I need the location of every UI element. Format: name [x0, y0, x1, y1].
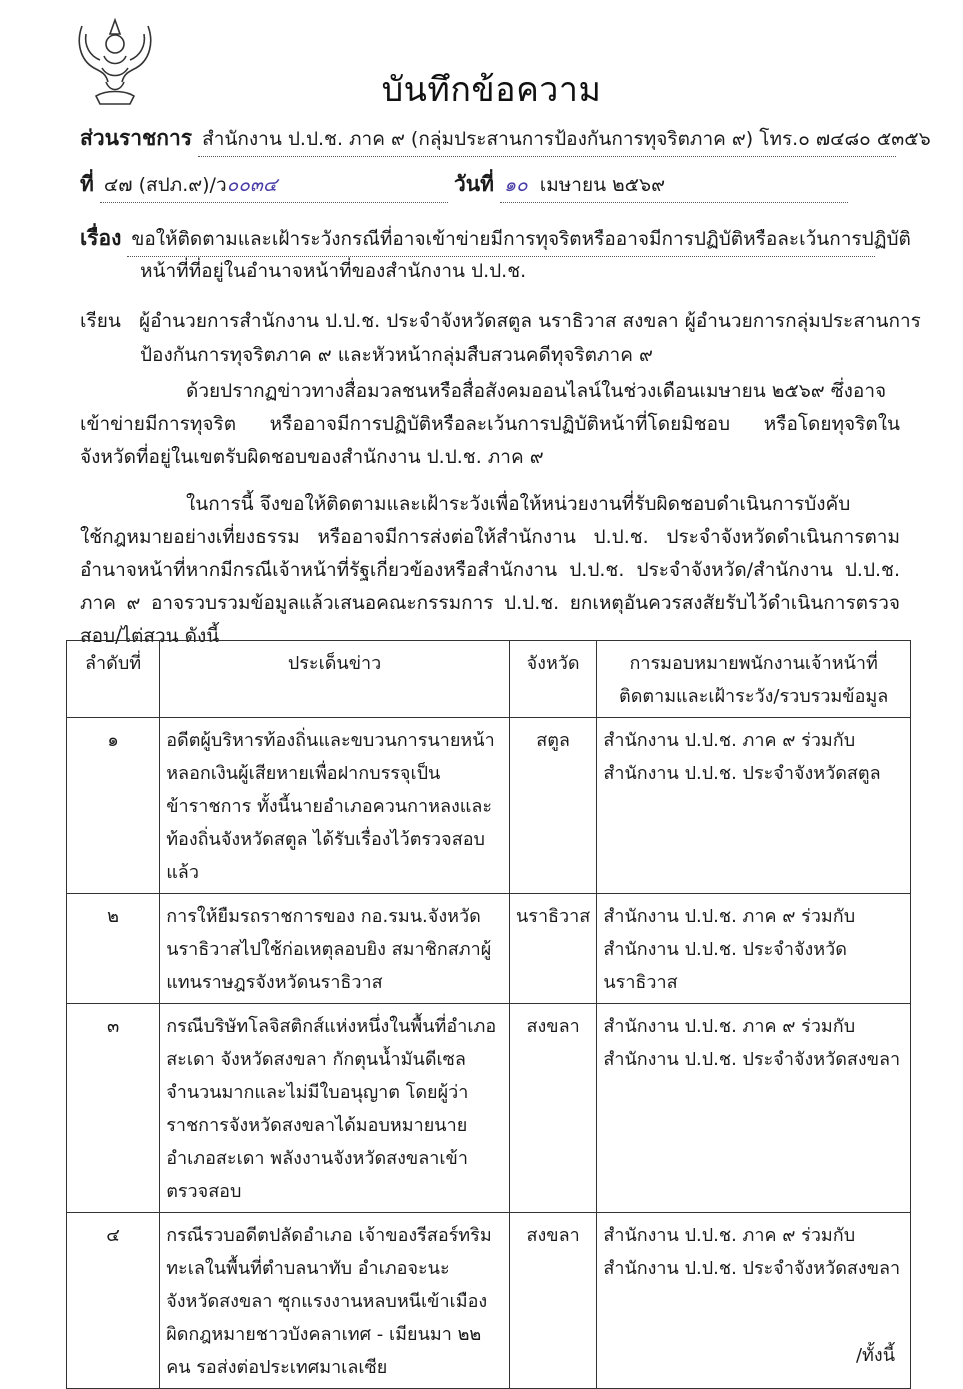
- table-header-row: [67, 641, 911, 718]
- row-assign: สำนักงาน ป.ป.ช. ภาค ๙ ร่วมกับ สำนักงาน ป.ป.ช. ประจำจังหวัดสตูล: [597, 718, 911, 894]
- table-row: [67, 1213, 911, 1389]
- row-assign: สำนักงาน ป.ป.ช. ภาค ๙ ร่วมกับ สำนักงาน ป.ป.ช. ประจำจังหวัดสงขลา: [597, 1213, 911, 1389]
- agency-row: [80, 122, 931, 157]
- row-province: สงขลา: [509, 1004, 596, 1213]
- ref-handwritten: ๐๐๓๔: [226, 174, 278, 196]
- issues-table: [66, 640, 911, 1389]
- row-assign: สำนักงาน ป.ป.ช. ภาค ๙ ร่วมกับ สำนักงาน ป.ป.ช. ประจำจังหวัดนราธิวาส: [597, 894, 911, 1004]
- row-province: สตูล: [509, 718, 596, 894]
- subject-line2: หน้าที่ที่อยู่ในอำนาจหน้าที่ของสำนักงาน ป.ป.ช.: [140, 260, 527, 282]
- date-rest: เมษายน ๒๕๖๙: [539, 174, 666, 196]
- ref-value: ๔๗ (สปภ.๙)/ว: [103, 174, 227, 196]
- header-no: ลำดับที่: [67, 641, 160, 718]
- row-issue: อดีตผู้บริหารท้องถิ่นและขบวนการนายหน้าหลอกเงินผู้เสียหายเพื่อฝากบรรจุเป็นข้าราชการ ทั้งนี้นายอำเภอควนกาหลงและท้องถิ่นจังหวัดสตูล ได้รับเรื่องไว้ตรวจสอบแล้ว: [160, 718, 510, 894]
- agency-label: ส่วนราชการ: [80, 126, 193, 150]
- row-no: ๓: [67, 1004, 160, 1213]
- ref-label: ที่: [80, 172, 94, 196]
- row-no: ๒: [67, 894, 160, 1004]
- paragraph-2-first: ในการนี้ จึงขอให้ติดตามและเฝ้าระวังเพื่อให้หน่วยงานที่รับผิดชอบดำเนินการบังคับ: [186, 493, 851, 515]
- subject-row: [80, 222, 911, 257]
- ref-field: [100, 170, 448, 203]
- row-issue: การให้ยืมรถราชการของ กอ.รมน.จังหวัดนราธิวาสไปใช้ก่อเหตุลอบยิง สมาชิกสภาผู้แทนราษฎรจังหวัดนราธิวาส: [160, 894, 510, 1004]
- subject-label: เรื่อง: [80, 226, 122, 250]
- header-province: จังหวัด: [509, 641, 596, 718]
- agency-value: สำนักงาน ป.ป.ช. ภาค ๙ (กลุ่มประสานการป้องกันการทุจริตภาค ๙) โทร.๐ ๗๔๘๐ ๕๓๕๖: [198, 124, 896, 157]
- table-row: [67, 894, 911, 1004]
- date-field: [500, 170, 848, 203]
- row-assign: สำนักงาน ป.ป.ช. ภาค ๙ ร่วมกับ สำนักงาน ป.ป.ช. ประจำจังหวัดสงขลา: [597, 1004, 911, 1213]
- header-issue: ประเด็นข่าว: [160, 641, 510, 718]
- table-row: [67, 718, 911, 894]
- row-province: นราธิวาส: [509, 894, 596, 1004]
- row-province: สงขลา: [509, 1213, 596, 1389]
- page-title: บันทึกข้อความ: [381, 70, 602, 110]
- continuation-marker: /ทั้งนี้: [855, 1345, 895, 1366]
- row-issue: กรณีบริษัทโลจิสติกส์แห่งหนึ่งในพื้นที่อำเภอสะเดา จังหวัดสงขลา กักตุนน้ำมันดีเซลจำนวนมากและไม่มีใบอนุญาต โดยผู้ว่าราชการจังหวัดสงขลาได้มอบหมายนายอำเภอสะเดา พลังงานจังหวัดสงขลาเข้าตรวจสอบ: [160, 1004, 510, 1213]
- paragraph-2: [80, 488, 900, 653]
- subject-line1: ขอให้ติดตามและเฝ้าระวังกรณีที่อาจเข้าข่ายมีการทุจริตหรืออาจมีการปฏิบัติหรือละเว้นการปฏิบัติ: [127, 224, 875, 257]
- paragraph-1-first: ด้วยปรากฏข่าวทางสื่อมวลชนหรือสื่อสังคมออนไลน์ในช่วงเดือนเมษายน ๒๕๖๙ ซึ่งอาจ: [186, 380, 887, 402]
- row-no: ๔: [67, 1213, 160, 1389]
- to-row: [80, 306, 921, 336]
- row-no: ๑: [67, 718, 160, 894]
- table-row: [67, 1004, 911, 1213]
- header-assign: การมอบหมายพนักงานเจ้าหน้าที่ ติดตามและเฝ้าระวัง/รวบรวมข้อมูล: [597, 641, 911, 718]
- date-label: วันที่: [453, 172, 494, 196]
- row-issue: กรณีรวบอดีตปลัดอำเภอ เจ้าของรีสอร์ทริมทะเลในพื้นที่ตำบลนาทับ อำเภอจะนะ จังหวัดสงขลา ซุกแรงงานหลบหนีเข้าเมืองผิดกฎหมายชาวบังคลาเทศ - เมียนมา ๒๒ คน รอส่งต่อประเทศมาเลเซีย: [160, 1213, 510, 1389]
- paragraph-1: [80, 375, 900, 474]
- ref-date-row: [80, 168, 848, 203]
- paragraph-1-rest: เข้าข่ายมีการทุจริต หรืออาจมีการปฏิบัติหรือละเว้นการปฏิบัติหน้าที่โดยมิชอบ หรือโดยทุจริตในจังหวัดที่อยู่ในเขตรับผิดชอบของสำนักงาน ป.ป.ช. ภาค ๙: [80, 413, 900, 468]
- paragraph-2-rest: ใช้กฎหมายอย่างเที่ยงธรรม หรืออาจมีการส่งต่อให้สำนักงาน ป.ป.ช. ประจำจังหวัดดำเนินการตามอำนาจหน้าที่หากมีกรณีเจ้าหน้าที่รัฐเกี่ยวข้องหรือสำนักงาน ป.ป.ช. ประจำจังหวัด/สำนักงาน ป.ป.ช. ภาค ๙ อาจรวบรวมข้อมูลแล้วเสนอคณะกรรมการ ป.ป.ช. ยกเหตุอันควรสงสัยรับไว้ดำเนินการตรวจสอบ/ไต่สวน ดังนี้: [80, 526, 900, 647]
- to-line1: ผู้อำนวยการสำนักงาน ป.ป.ช. ประจำจังหวัดสตูล นราธิวาส สงขลา ผู้อำนวยการกลุ่มประสานการ: [138, 310, 921, 332]
- to-label: เรียน: [80, 310, 121, 332]
- date-day-handwritten: ๑๐: [503, 174, 528, 196]
- to-line2: ป้องกันการทุจริตภาค ๙ และหัวหน้ากลุ่มสืบสวนคดีทุจริตภาค ๙: [140, 344, 653, 366]
